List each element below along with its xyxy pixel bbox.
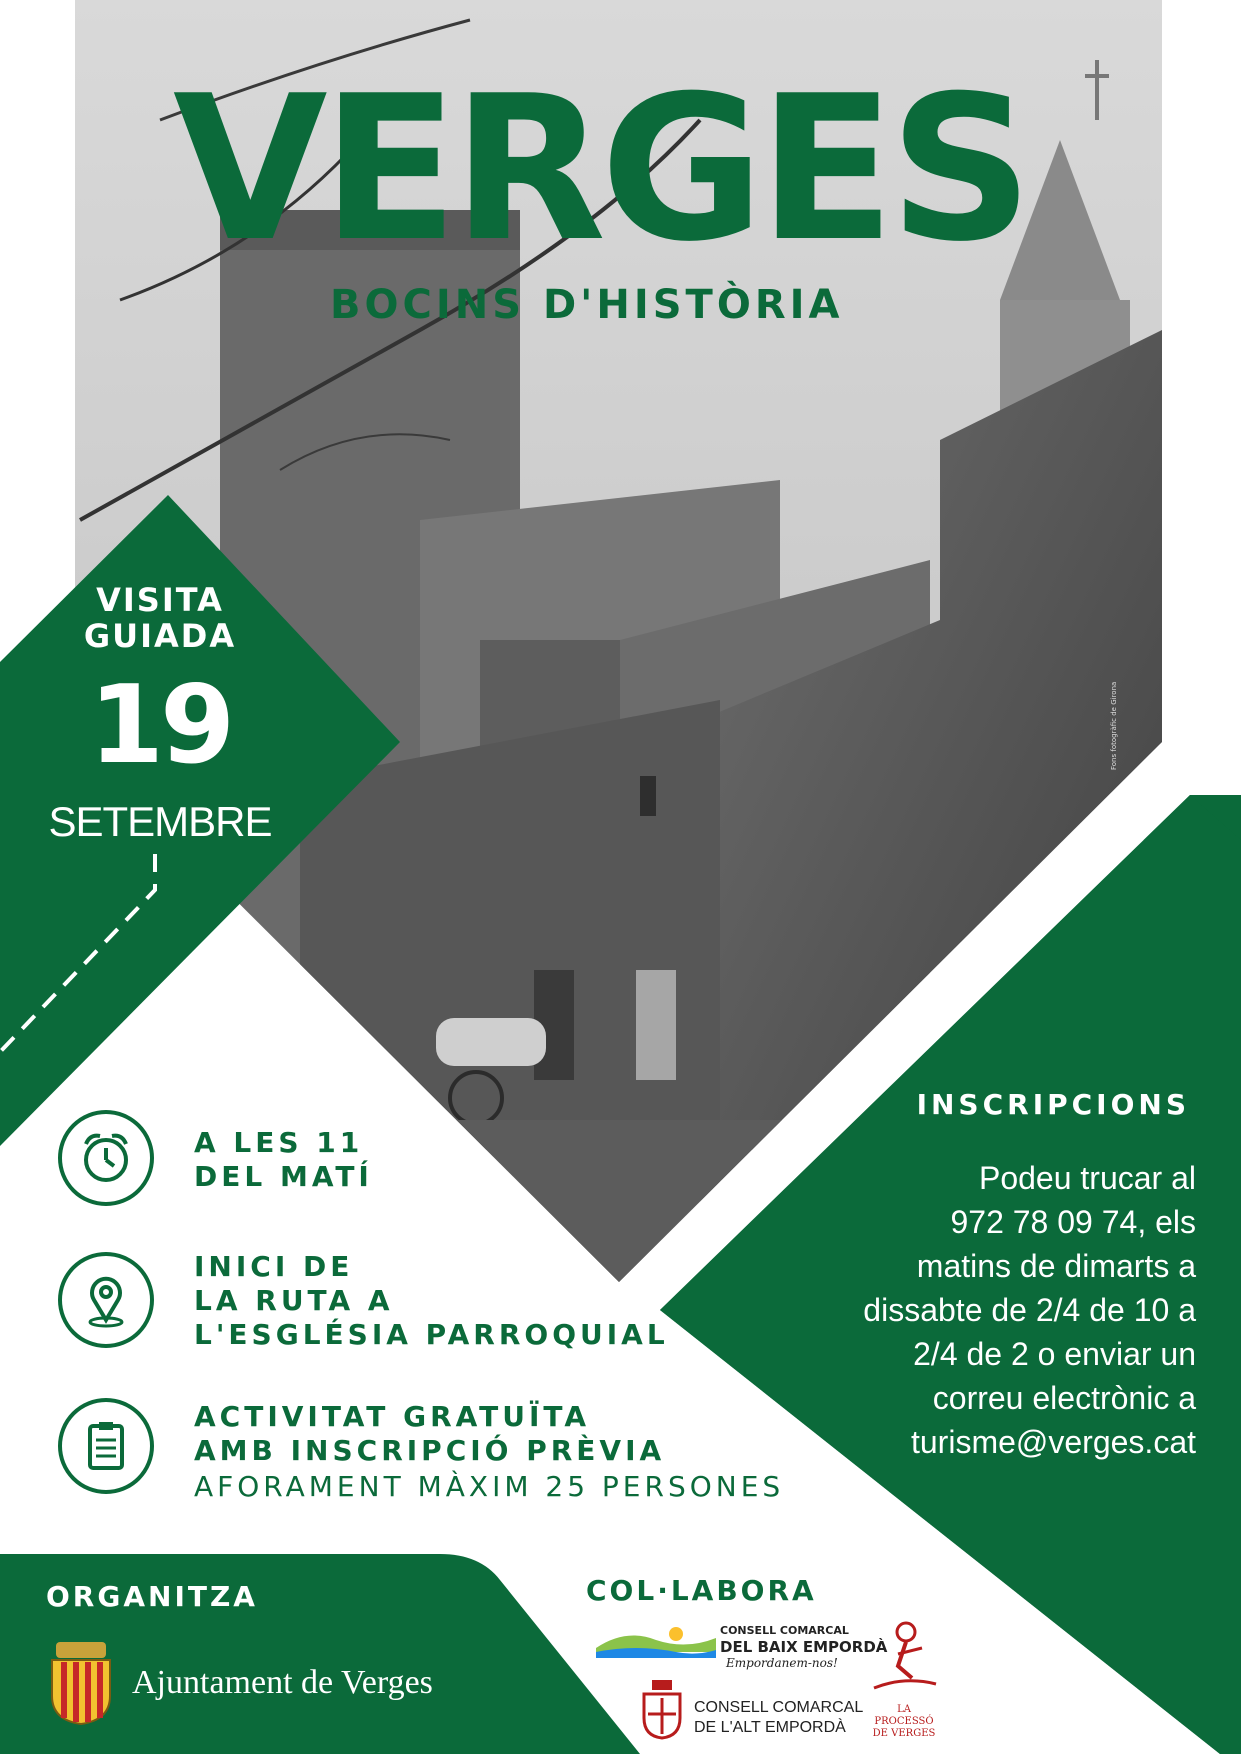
inscriptions-line: dissabte de 2/4 de 10 a — [863, 1292, 1196, 1328]
clipboard-icon — [58, 1398, 154, 1494]
visit-label-line1: VISITA — [96, 581, 224, 619]
inscriptions-title: INSCRIPCIONS — [916, 1088, 1190, 1121]
inscriptions-text — [830, 1156, 1196, 1464]
clock-icon — [58, 1110, 154, 1206]
page-subtitle: BOCINS D'HISTÒRIA — [330, 282, 844, 328]
info-time — [194, 1126, 373, 1194]
inscriptions-line: 2/4 de 2 o enviar un — [913, 1336, 1196, 1372]
info-time-line1: A LES 11 — [194, 1126, 364, 1159]
info-capacity: AFORAMENT MÀXIM 25 PERSONES — [194, 1470, 785, 1503]
info-start — [194, 1250, 669, 1352]
processo-verges-text — [868, 1704, 940, 1740]
organizer-name: Ajuntament de Verges — [132, 1664, 433, 1701]
baix-emporda-line2: DEL BAIX EMPORDÀ — [720, 1638, 888, 1656]
visit-label — [40, 582, 280, 654]
alt-emporda-logo-icon — [640, 1680, 684, 1744]
visit-label-line2: GUIADA — [83, 617, 237, 655]
info-start-line2: LA RUTA A — [194, 1284, 394, 1317]
processo-line1: LA PROCESSÓ — [874, 1704, 934, 1727]
alt-emporda-text — [694, 1698, 863, 1738]
location-pin-icon — [58, 1252, 154, 1348]
info-time-line2: DEL MATÍ — [194, 1160, 373, 1193]
organizer-title: ORGANITZA — [46, 1580, 258, 1613]
visit-day: 19 — [88, 663, 232, 788]
collaborate-title: COL·LABORA — [586, 1574, 817, 1607]
info-start-line1: INICI DE — [194, 1250, 354, 1283]
inscriptions-line: correu electrònic a — [932, 1380, 1196, 1416]
inscriptions-line: matins de dimarts a — [916, 1248, 1196, 1284]
info-free-line1: ACTIVITAT GRATUÏTA — [194, 1400, 590, 1433]
photo-cart — [436, 1018, 546, 1066]
page-title: VERGES — [172, 53, 1028, 286]
info-free — [194, 1400, 665, 1468]
verges-coat-of-arms-icon — [46, 1640, 116, 1730]
info-free-line2: AMB INSCRIPCIÓ PRÈVIA — [194, 1434, 666, 1467]
inscriptions-line: Podeu trucar al — [978, 1160, 1196, 1196]
inscriptions-phone[interactable]: 972 78 09 74, els — [950, 1204, 1196, 1240]
alt-emporda-line2: DE L'ALT EMPORDÀ — [694, 1719, 846, 1736]
alt-emporda-line1: CONSELL COMARCAL — [694, 1699, 864, 1716]
inscriptions-email-link[interactable]: turisme@verges.cat — [910, 1424, 1196, 1460]
baix-emporda-logo-icon — [596, 1622, 716, 1666]
processo-line2: DE VERGES — [872, 1728, 936, 1739]
processo-verges-logo-icon — [868, 1618, 940, 1706]
visit-month: SETEMBRE — [48, 798, 272, 845]
baix-emporda-line1: CONSELL COMARCAL — [720, 1624, 849, 1637]
baix-emporda-line3: Empordanem-nos! — [726, 1656, 838, 1670]
info-start-line3: L'ESGLÉSIA PARROQUIAL — [194, 1318, 669, 1351]
photo-credit: Fons fotogràfic de Girona — [1110, 681, 1118, 770]
